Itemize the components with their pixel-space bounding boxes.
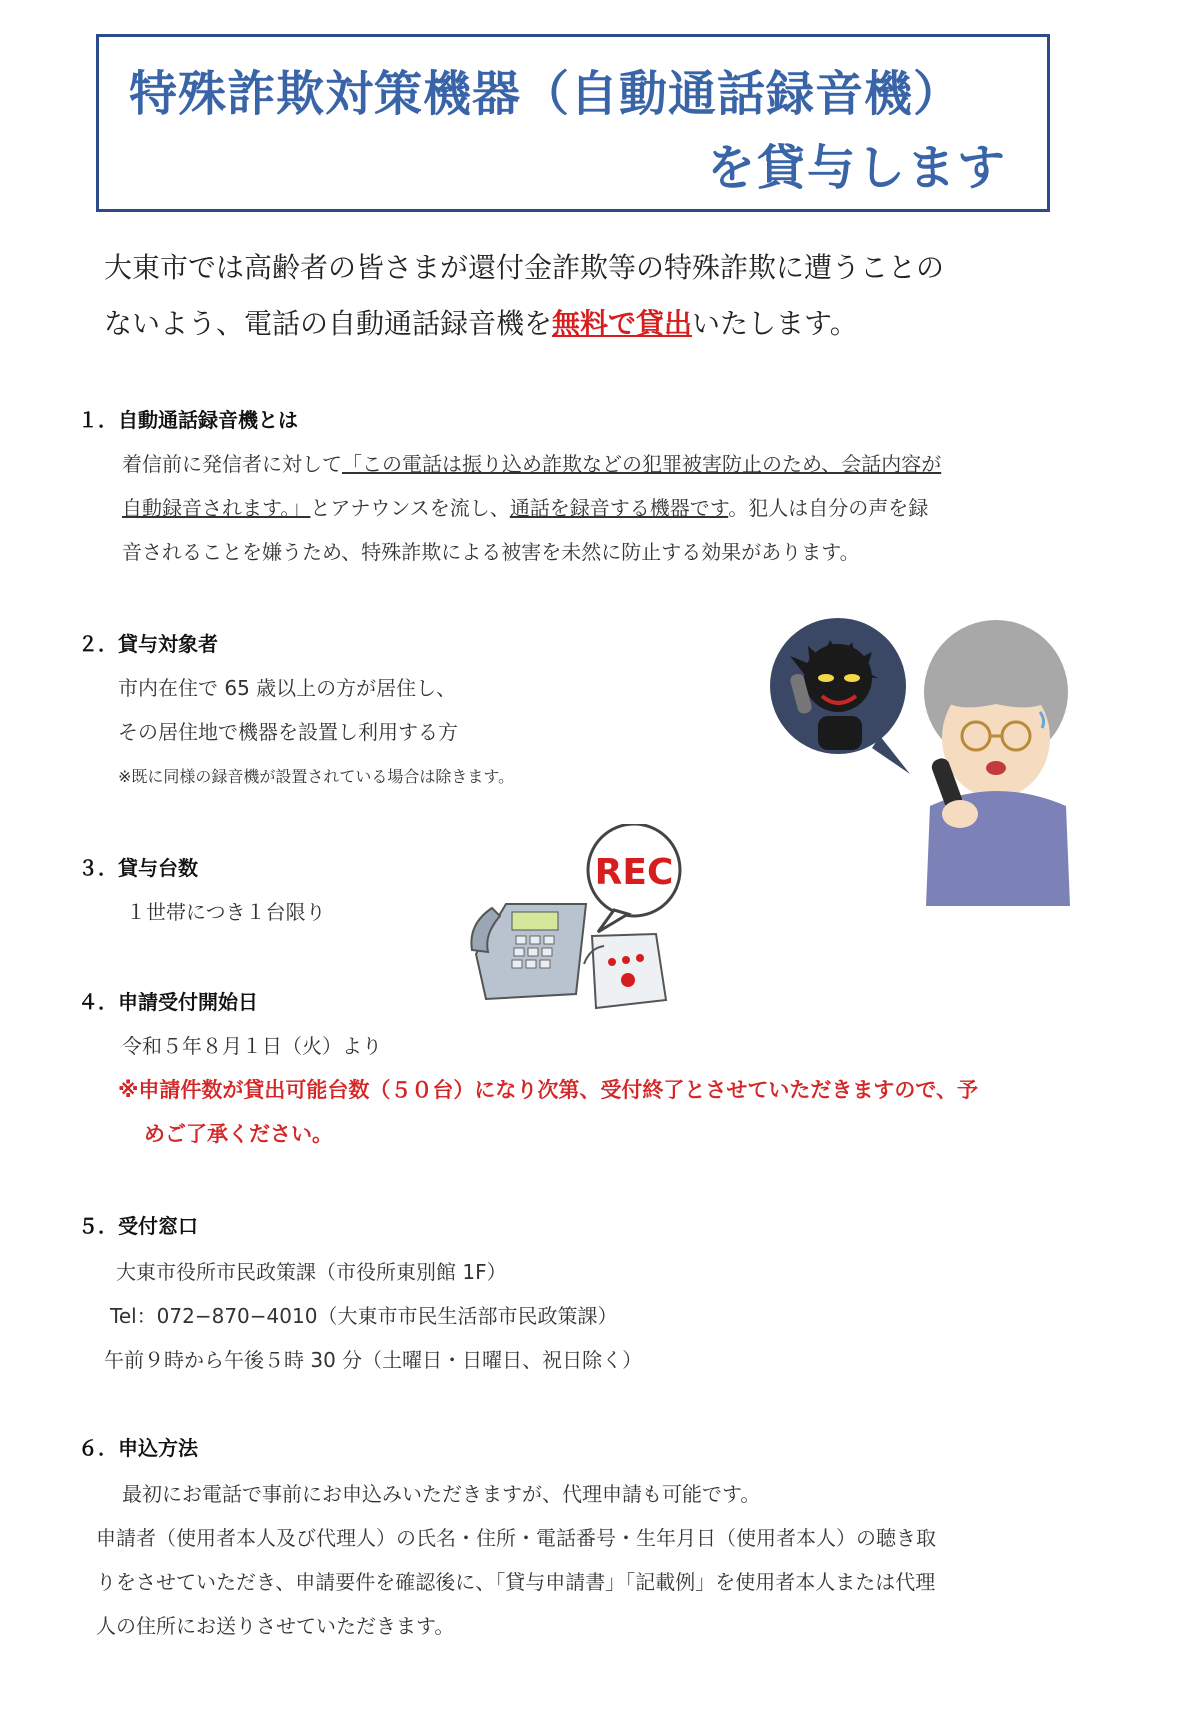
section1-text: 着信前に発信者に対して xyxy=(122,452,342,476)
section6-line2: 申請者（使用者本人及び代理人）の氏名・住所・電話番号・生年月日（使用者本人）の聴き取 xyxy=(96,1526,936,1550)
section-heading-3: ３．貸与台数 xyxy=(78,856,198,880)
page-title-line2: を貸与します xyxy=(706,140,1007,196)
section5-phone: Tel：072−870−4010（大東市市民生活部市民政策課） xyxy=(110,1304,618,1328)
section-heading-6: ６．申込方法 xyxy=(78,1436,198,1460)
section1-underlined-2: 自動録音されます。」 xyxy=(122,496,311,520)
intro-text: ないよう、電話の自動通話録音機を xyxy=(104,307,553,340)
rec-label: REC xyxy=(594,852,674,893)
section-heading-2: ２．貸与対象者 xyxy=(78,632,218,656)
section2-line2: その居住地で機器を設置し利用する方 xyxy=(118,720,458,744)
section6-line3: りをさせていただき、申請要件を確認後に、「貸与申請書」「記載例」を使用者本人または代理 xyxy=(96,1570,936,1594)
free-lending-highlight: 無料で貸出 xyxy=(552,307,693,340)
recorder-illustration xyxy=(466,824,696,1024)
section5-hours: 午前９時から午後５時 30 分（土曜日・日曜日、祝日除く） xyxy=(104,1348,643,1372)
section5-line1: 大東市役所市民政策課（市役所東別館 1F） xyxy=(116,1260,507,1284)
page-title: 特殊詐欺対策機器（自動通話録音機） xyxy=(129,66,963,122)
section1-line1 xyxy=(122,448,941,477)
section1-line3: 音されることを嫌うため、特殊詐欺による被害を未然に防止する効果があります。 xyxy=(122,540,860,564)
section-heading-4: ４．申請受付開始日 xyxy=(78,990,258,1014)
section2-line1: 市内在住で 65 歳以上の方が居住し、 xyxy=(118,676,457,700)
section4-warning-line1: ※申請件数が貸出可能台数（５０台）になり次第、受付終了とさせていただきますので、予 xyxy=(118,1078,978,1102)
section6-line1: 最初にお電話で事前にお申込みいただきますが、代理申請も可能です。 xyxy=(122,1482,761,1506)
section4-line1: 令和５年８月１日（火）より xyxy=(122,1034,382,1058)
section1-text-post: 。犯人は自分の声を録 xyxy=(728,496,929,520)
section1-text-mid: とアナウンスを流し、 xyxy=(310,496,510,520)
recorder-device-icon xyxy=(592,934,666,1008)
intro-text-end: いたします。 xyxy=(692,307,858,340)
section1-line2 xyxy=(122,492,928,521)
intro-line1: 大東市では高齢者の皆さまが還付金詐欺等の特殊詐欺に遭うことの xyxy=(104,251,945,284)
intro-line2 xyxy=(104,296,1104,352)
section2-note: ※既に同様の録音機が設置されている場合は除きます。 xyxy=(118,767,515,786)
section4-warning-line2: めご了承ください。 xyxy=(144,1122,333,1146)
section6-line4: 人の住所にお送りさせていただきます。 xyxy=(96,1614,455,1638)
section-heading-1: １．自動通話録音機とは xyxy=(78,408,298,432)
section1-underlined-3: 通話を録音する機器です xyxy=(509,496,729,520)
section-heading-5: ５．受付窓口 xyxy=(78,1214,198,1238)
section1-underlined: 「この電話は振り込め詐欺などの犯罪被害防止のため、会話内容が xyxy=(342,452,942,476)
title-box xyxy=(96,34,1050,212)
section3-line1: １世帯につき１台限り xyxy=(126,900,326,924)
intro-paragraph xyxy=(104,240,1104,352)
scam-call-illustration xyxy=(760,616,1100,906)
